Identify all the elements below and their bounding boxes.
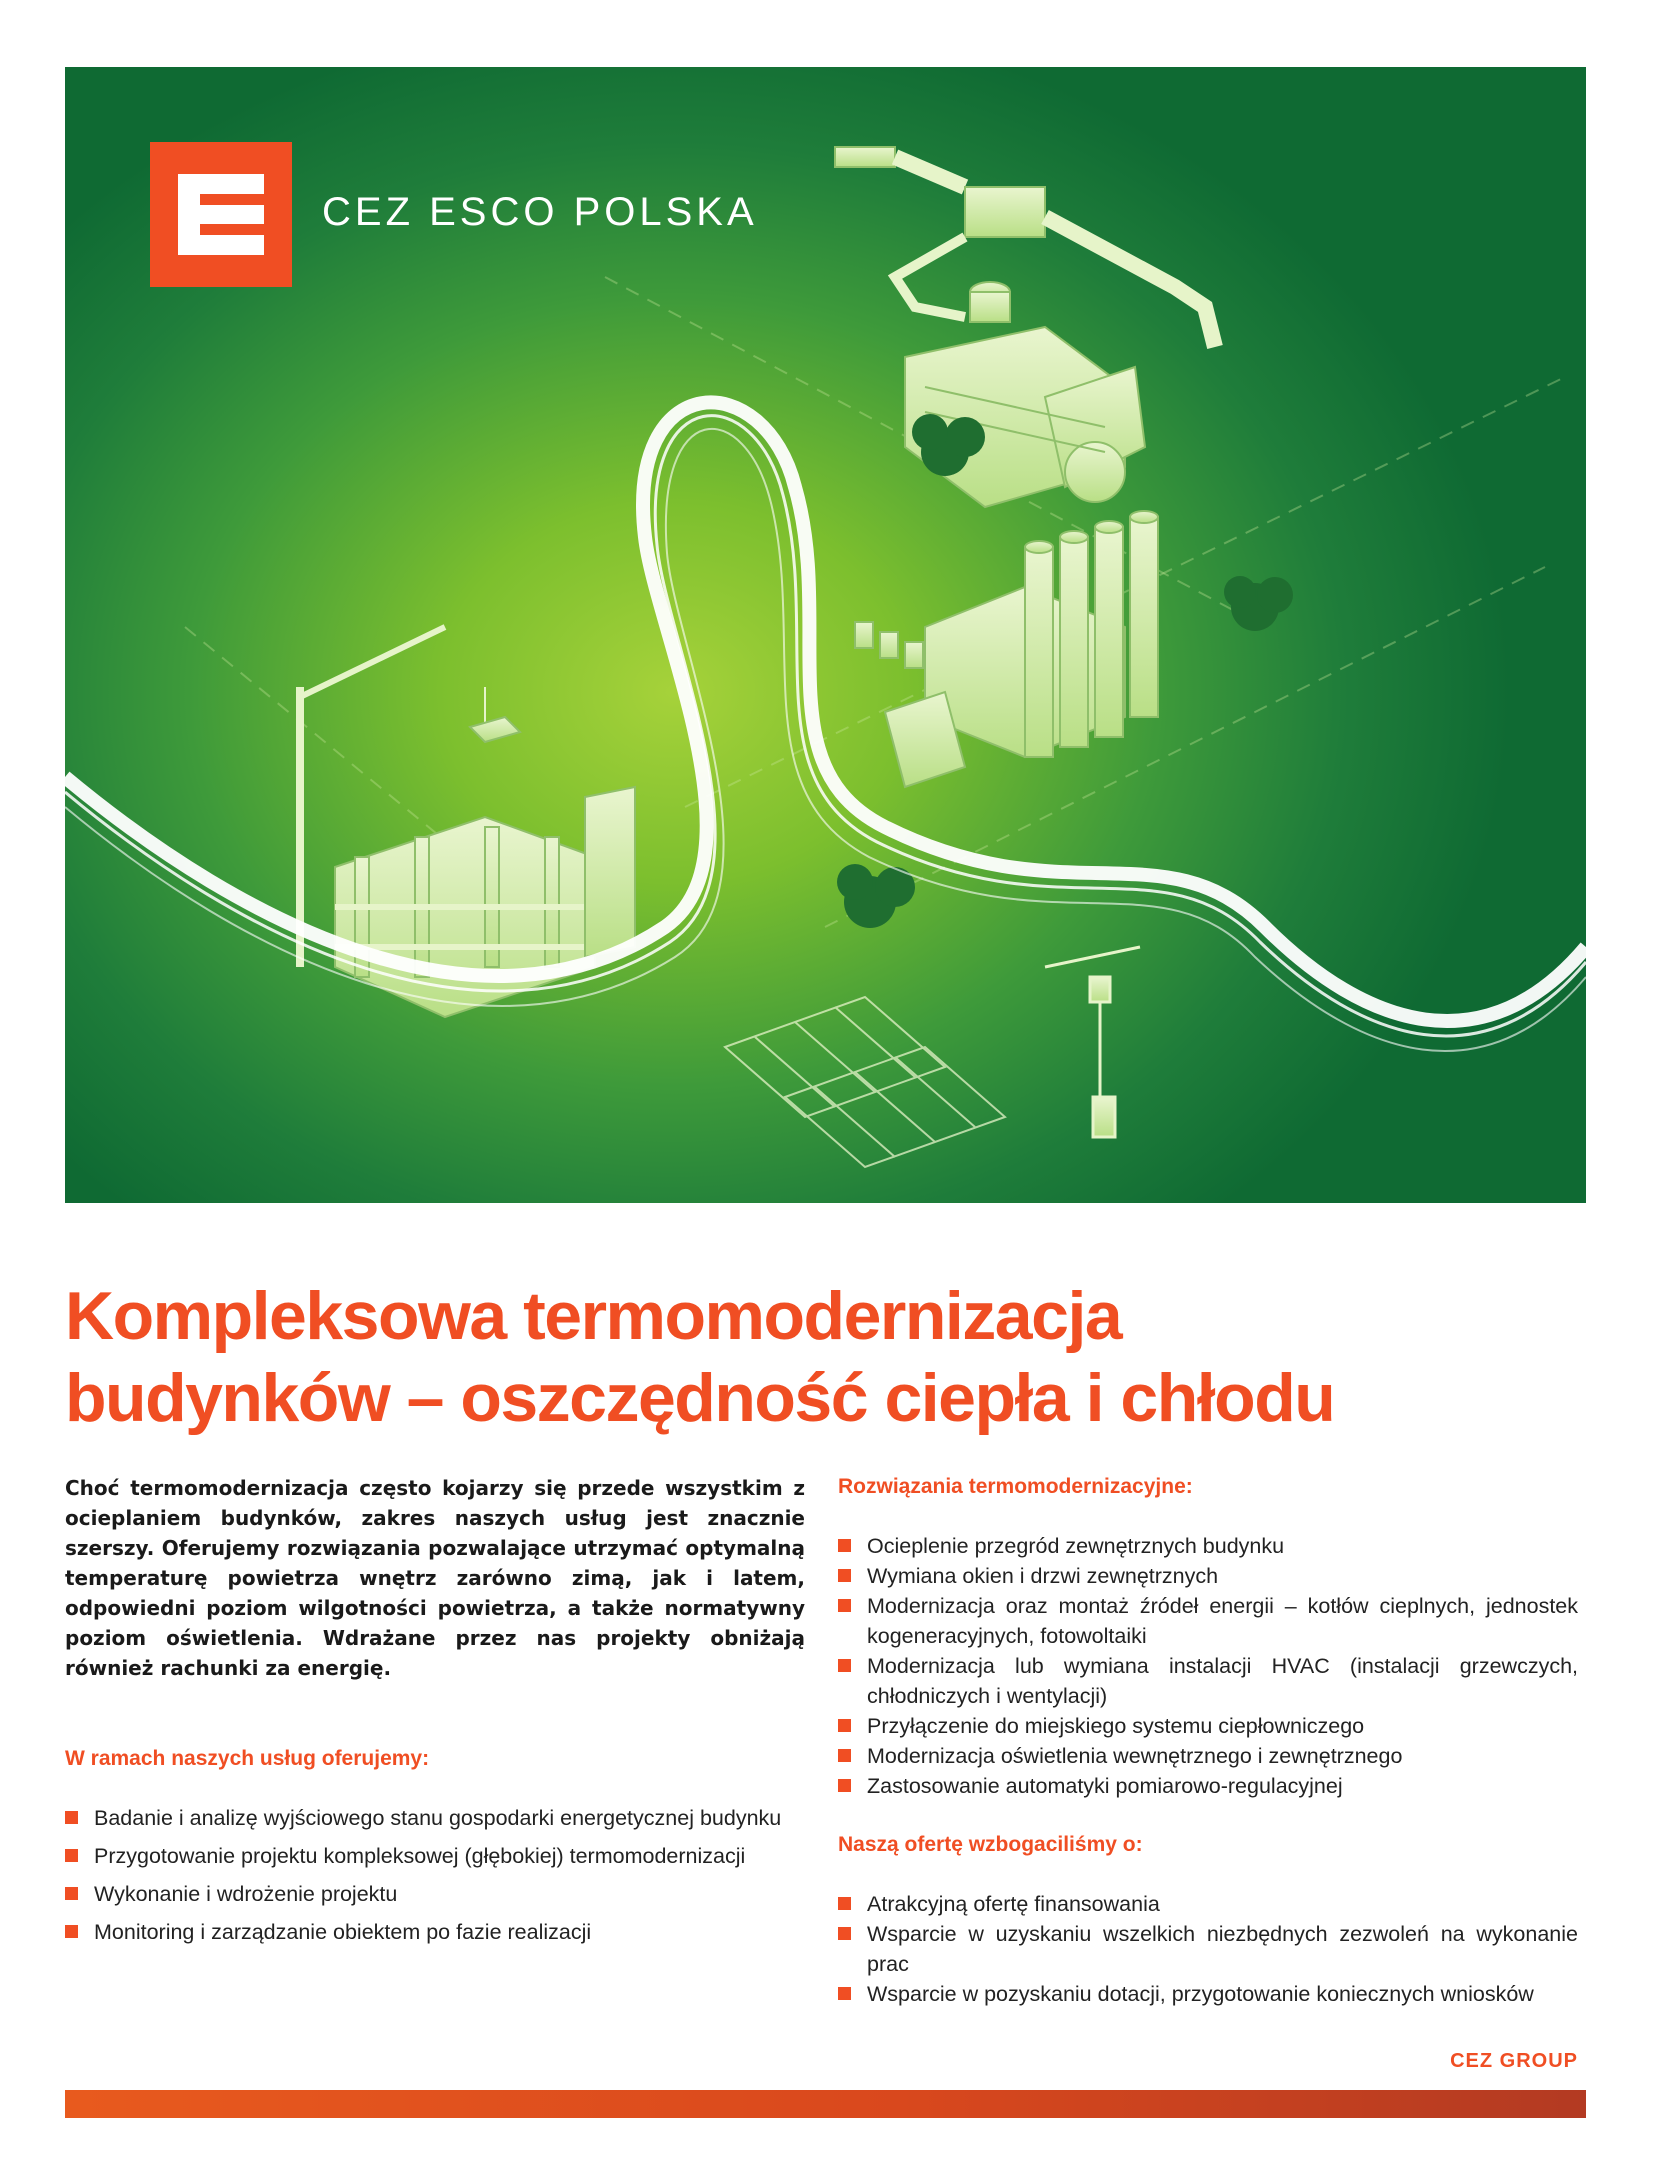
list-item: Wymiana okien i drzwi zewnętrznych: [838, 1561, 1578, 1591]
offer-list: [838, 1889, 1578, 2009]
bullet-square-icon: [838, 1719, 851, 1732]
list-item: Wykonanie i wdrożenie projektu: [65, 1879, 805, 1909]
bullet-square-icon: [838, 1897, 851, 1910]
list-item: Ocieplenie przegród zewnętrznych budynku: [838, 1531, 1578, 1561]
brand-name: CEZ ESCO POLSKA: [322, 190, 758, 234]
bullet-square-icon: [65, 1811, 78, 1824]
list-item: Modernizacja oraz montaż źródeł energii – kotłów cieplnych, jednostek kogeneracyjnych, fotowoltaiki: [838, 1591, 1578, 1651]
solutions-list: [838, 1531, 1578, 1801]
list-item: Przygotowanie projektu kompleksowej (głębokiej) termomodernizacji: [65, 1841, 805, 1871]
hero-artwork: [65, 67, 1586, 1203]
cez-logo: [150, 142, 292, 287]
list-item: Przyłączenie do miejskiego systemu ciepłowniczego: [838, 1711, 1578, 1741]
factory: [855, 511, 1158, 787]
bullet-square-icon: [65, 1925, 78, 1938]
generator-unit: [905, 327, 1145, 507]
list-item: Wsparcie w uzyskaniu wszelkich niezbędnych zezwoleń na wykonanie prac: [838, 1919, 1578, 1979]
list-item: Monitoring i zarządzanie obiektem po fazie realizacji: [65, 1917, 805, 1947]
bullet-square-icon: [838, 1749, 851, 1762]
solutions-title: Rozwiązania termomodernizacyjne:: [838, 1475, 1193, 1498]
bullet-square-icon: [838, 1987, 851, 2000]
hero-illustration: [65, 67, 1586, 1203]
intro-paragraph: Choć termomodernizacja często kojarzy się przede wszystkim z ocieplaniem budynków, zakres naszych usług jest znacznie szerszy. Oferujemy rozwiązania pozwalające utrzymać optymalną temperaturę powietrza wnętrz zarówno zimą, jak i latem, odpowiedni poziom wilgotności powietrza, a także normatywny poziom oświetlenia. Wdrażane przez nas projekty obniżają również rachunki za energię.: [65, 1476, 805, 1680]
bullet-square-icon: [838, 1539, 851, 1552]
page-title: [65, 1275, 1605, 1439]
list-item: Zastosowanie automatyki pomiarowo-regulacyjnej: [838, 1771, 1578, 1801]
title-line-2: budynków – oszczędność ciepła i chłodu: [65, 1360, 1335, 1436]
services-title: W ramach naszych usług oferujemy:: [65, 1747, 430, 1770]
list-item: Wsparcie w pozyskaniu dotacji, przygotowanie koniecznych wniosków: [838, 1979, 1578, 2009]
list-item: Badanie i analizę wyjściowego stanu gospodarki energetycznej budynku: [65, 1803, 805, 1833]
offer-title: Naszą ofertę wzbogaciliśmy o:: [838, 1833, 1143, 1856]
list-item: Modernizacja oświetlenia wewnętrznego i zewnętrznego: [838, 1741, 1578, 1771]
group-label: CEZ GROUP: [1450, 2050, 1578, 2072]
utility-pole: [1045, 947, 1140, 1137]
solar-panels: [725, 997, 1005, 1167]
footer-bar: [65, 2090, 1586, 2118]
list-item: Modernizacja lub wymiana instalacji HVAC (instalacji grzewczych, chłodniczych i wentylacji): [838, 1651, 1578, 1711]
flow-ribbon: [65, 402, 1586, 1051]
title-line-1: Kompleksowa termomodernizacja: [65, 1278, 1122, 1354]
list-item: Atrakcyjną ofertę finansowania: [838, 1889, 1578, 1919]
pipeline: [835, 147, 1215, 347]
left-column: [65, 1473, 805, 1947]
bullet-square-icon: [838, 1569, 851, 1582]
bullet-square-icon: [838, 1779, 851, 1792]
services-list: [65, 1803, 805, 1947]
bullet-square-icon: [838, 1659, 851, 1672]
bullet-square-icon: [65, 1849, 78, 1862]
right-column: [838, 1473, 1578, 2009]
bullet-square-icon: [65, 1887, 78, 1900]
bullet-square-icon: [838, 1599, 851, 1612]
cez-logo-icon: [150, 142, 292, 287]
bullet-square-icon: [838, 1927, 851, 1940]
